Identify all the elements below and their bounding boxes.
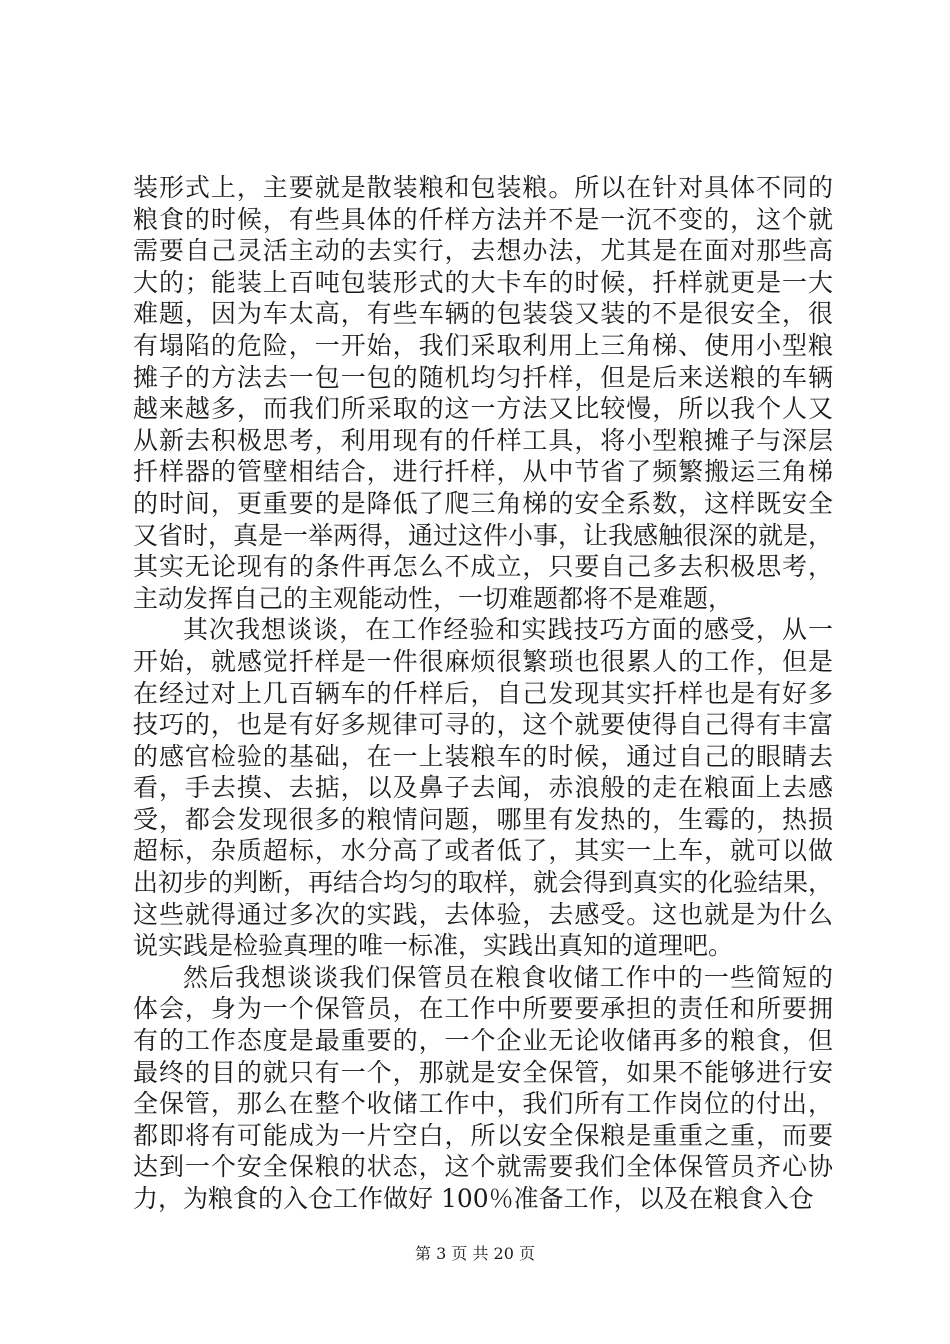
text-line: 最终的目的就只有一个，那就是安全保管，如果不能够进行安 <box>133 1057 833 1087</box>
text-line: 的时间，更重要的是降低了爬三角梯的安全系数，这样既安全 <box>133 488 833 518</box>
text-line: 摊子的方法去一包一包的随机均匀扦样，但是后来送粮的车辆 <box>133 362 833 392</box>
text-line: 需要自己灵活主动的去实行，去想办法，尤其是在面对那些高 <box>133 236 833 266</box>
text-line: 有塌陷的危险，一开始，我们采取利用上三角梯、使用小型粮 <box>133 330 833 360</box>
text-line: 受，都会发现很多的粮情问题，哪里有发热的，生霉的，热损 <box>133 804 833 834</box>
text-line: 开始，就感觉扦样是一件很麻烦很繁琐也很累人的工作，但是 <box>133 646 833 676</box>
text-line: 在经过对上几百辆车的仟样后，自己发现其实扦样也是有好多 <box>133 678 833 708</box>
text-line: 达到一个安全保粮的状态，这个就需要我们全体保管员齐心协 <box>133 1152 833 1182</box>
body-text <box>133 172 833 1215</box>
text-line: 又省时，真是一举两得，通过这件小事，让我感触很深的就是， <box>133 520 834 550</box>
text-line: 体会，身为一个保管员，在工作中所要要承担的责任和所要拥 <box>133 994 833 1024</box>
paragraph <box>133 172 833 614</box>
text-line: 从新去积极思考，利用现有的仟样工具，将小型粮摊子与深层 <box>133 425 833 455</box>
page-number: 第 3 页 共 20 页 <box>415 1244 535 1263</box>
text-line: 出初步的判断，再结合均匀的取样，就会得到真实的化验结果， <box>133 868 834 898</box>
text-line: 扦样器的管壁相结合，进行扦样，从中节省了频繁搬运三角梯 <box>133 457 833 487</box>
text-line: 大的；能装上百吨包装形式的大卡车的时候，扦样就更是一大 <box>133 267 833 297</box>
text-line: 技巧的，也是有好多规律可寻的，这个就要使得自己得有丰富 <box>133 710 833 740</box>
text-line: 的感官检验的基础，在一上装粮车的时候，通过自己的眼睛去 <box>133 741 833 771</box>
text-line: 全保管，那么在整个收储工作中，我们所有工作岗位的付出， <box>133 1089 833 1119</box>
text-line: 越来越多，而我们所采取的这一方法又比较慢，所以我个人又 <box>133 394 833 424</box>
text-line: 说实践是检验真理的唯一标准，实践出真知的道理吧。 <box>133 931 734 961</box>
text-line: 难题，因为车太高，有些车辆的包装袋又装的不是很安全，很 <box>133 299 833 329</box>
text-line: 这些就得通过多次的实践，去体验，去感受。这也就是为什么 <box>133 899 833 929</box>
text-line: 超标，杂质超标，水分高了或者低了，其实一上车，就可以做 <box>133 836 833 866</box>
page-footer <box>0 1244 950 1264</box>
text-line: 都即将有可能成为一片空白，所以安全保粮是重重之重，而要 <box>133 1120 833 1150</box>
text-line: 其实无论现有的条件再怎么不成立，只要自己多去积极思考， <box>133 552 833 582</box>
text-line: 力，为粮食的入仓工作做好 100％准备工作，以及在粮食入仓 <box>133 1184 814 1213</box>
text-line: 然后我想谈谈我们保管员在粮食收储工作中的一些简短的 <box>183 962 833 992</box>
text-line: 其次我想谈谈，在工作经验和实践技巧方面的感受，从一 <box>183 615 833 645</box>
text-line: 主动发挥自己的主观能动性，一切难题都将不是难题， <box>133 583 734 613</box>
text-line: 有的工作态度是最重要的，一个企业无论收储再多的粮食，但 <box>133 1026 833 1056</box>
text-line: 装形式上，主要就是散装粮和包装粮。所以在针对具体不同的 <box>133 173 833 202</box>
text-line: 看，手去摸、去掂，以及鼻子去闻，赤浪般的走在粮面上去感 <box>133 773 833 803</box>
text-line: 粮食的时候，有些具体的仟样方法并不是一沉不变的，这个就 <box>133 204 833 234</box>
paragraph <box>133 614 833 962</box>
paragraph <box>133 962 833 1215</box>
